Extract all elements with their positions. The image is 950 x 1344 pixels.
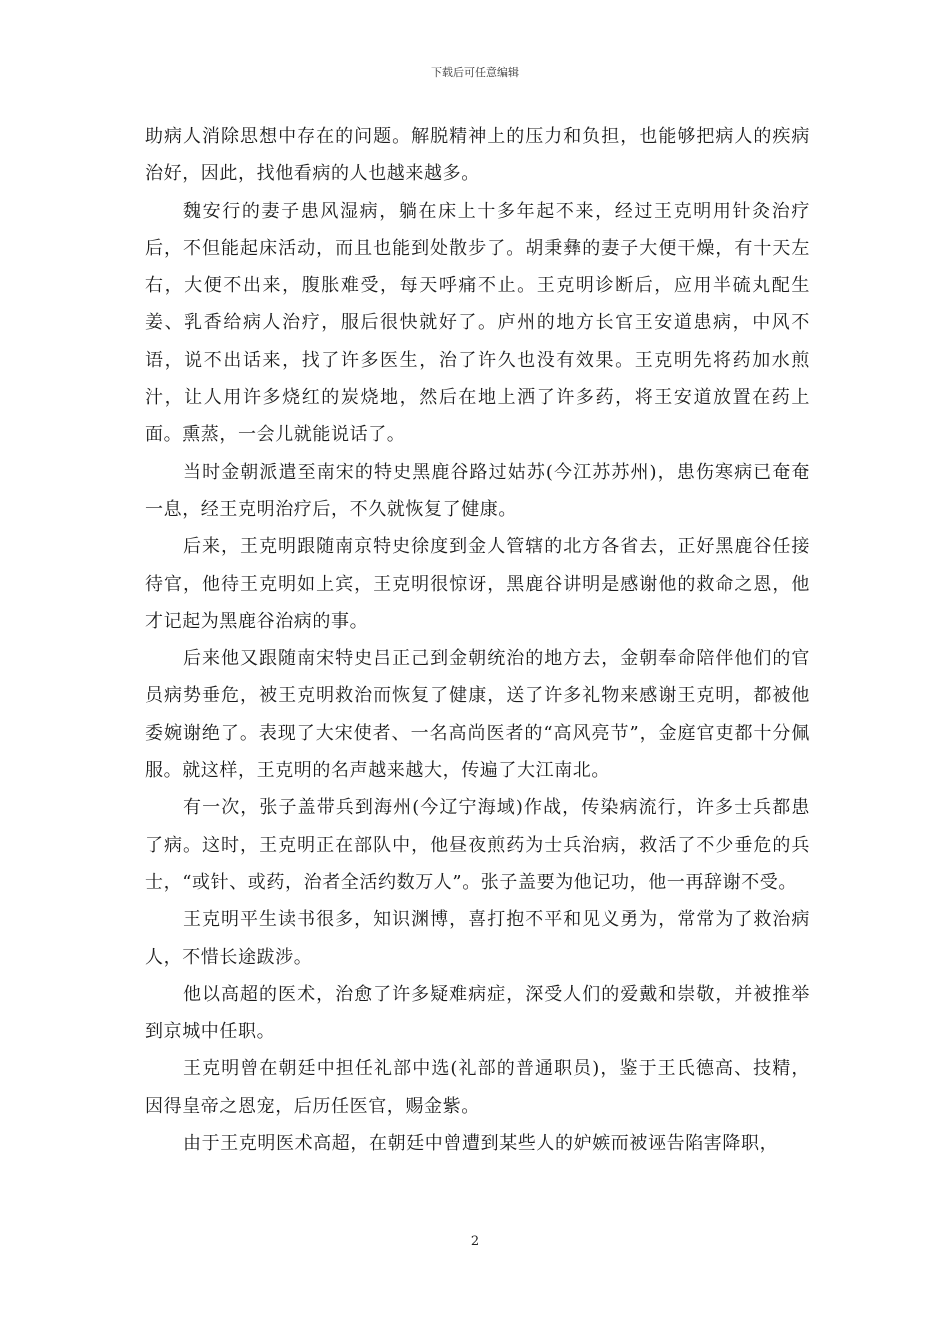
paragraph-zhangzigai: 有一次，张子盖带兵到海州(今辽宁海域)作战，传染病流行，许多士兵都患了病。这时，王克明正在部队中，他昼夜煎药为士兵治病，救活了不少垂危的兵士，“或针、或药，治者全活约数万人”。张子盖要为他记功，他一再辞谢不受。 [145,797,810,893]
paragraph-continuation: 助病人消除思想中存在的问题。解脱精神上的压力和负担，也能够把病人的疾病治好，因此，找他看病的人也越来越多。 [145,126,810,185]
paragraph-demotion: 由于王克明医术高超，在朝廷中曾遭到某些人的妒嫉而被诬告陷害降职， [183,1133,779,1155]
paragraph-xudu: 后来，王克明跟随南京特史徐度到金人管辖的北方各省去，正好黑鹿谷任接待官，他待王克明如上宾，王克明很惊讶，黑鹿谷讲明是感谢他的救命之恩，他才记起为黑鹿谷治病的事。 [145,536,810,632]
paragraph-heilugu: 当时金朝派遣至南宋的特史黑鹿谷路过姑苏(今江苏苏州)，患伤寒病已奄奄一息，经王克明治疗后，不久就恢复了健康。 [145,461,810,520]
page-number: 2 [470,1234,480,1249]
paragraph-court: 王克明曾在朝廷中担任礼部中选(礼部的普通职员)，鉴于王氏德高、技精，因得皇帝之恩宠，后历任医官，赐金紫。 [145,1058,810,1117]
document-body [145,118,810,1162]
paragraph-reading: 王克明平生读书很多，知识渊博，喜打抱不平和见义勇为，常常为了救治病人，不惜长途跋涉。 [145,909,810,968]
paragraph-skill: 他以高超的医术，治愈了许多疑难病症，深受人们的爱戴和崇敬，并被推举到京城中任职。 [145,983,810,1043]
page-header: 下载后可任意编辑 [431,66,519,79]
paragraph-wei-anxing: 魏安行的妻子患风湿病，躺在床上十多年起不来，经过王克明用针灸治疗后，不但能起床活动，而且也能到处散步了。胡秉彝的妻子大便干燥，有十天左右，大便不出来，腹胀难受，每天呼痛不止。王克明诊断后，应用半硫丸配生姜、乳香给病人治疗，服后很快就好了。庐州的地方长官王安道患病，中风不语，说不出话来，找了许多医生，治了许久也没有效果。王克明先将药加水煎汁，让人用许多烧红的炭烧地，然后在地上洒了许多药，将王安道放置在药上面。熏蒸，一会儿就能说话了。 [145,200,810,446]
paragraph-lvzhengji: 后来他又跟随南宋特史吕正己到金朝统治的地方去，金朝奉命陪伴他们的官员病势垂危，被王克明救治而恢复了健康，送了许多礼物来感谢王克明，都被他委婉谢绝了。表现了大宋使者、一名高尚医者的“高风亮节”，金庭官吏都十分佩服。就这样，王克明的名声越来越大，传遍了大江南北。 [145,648,810,782]
